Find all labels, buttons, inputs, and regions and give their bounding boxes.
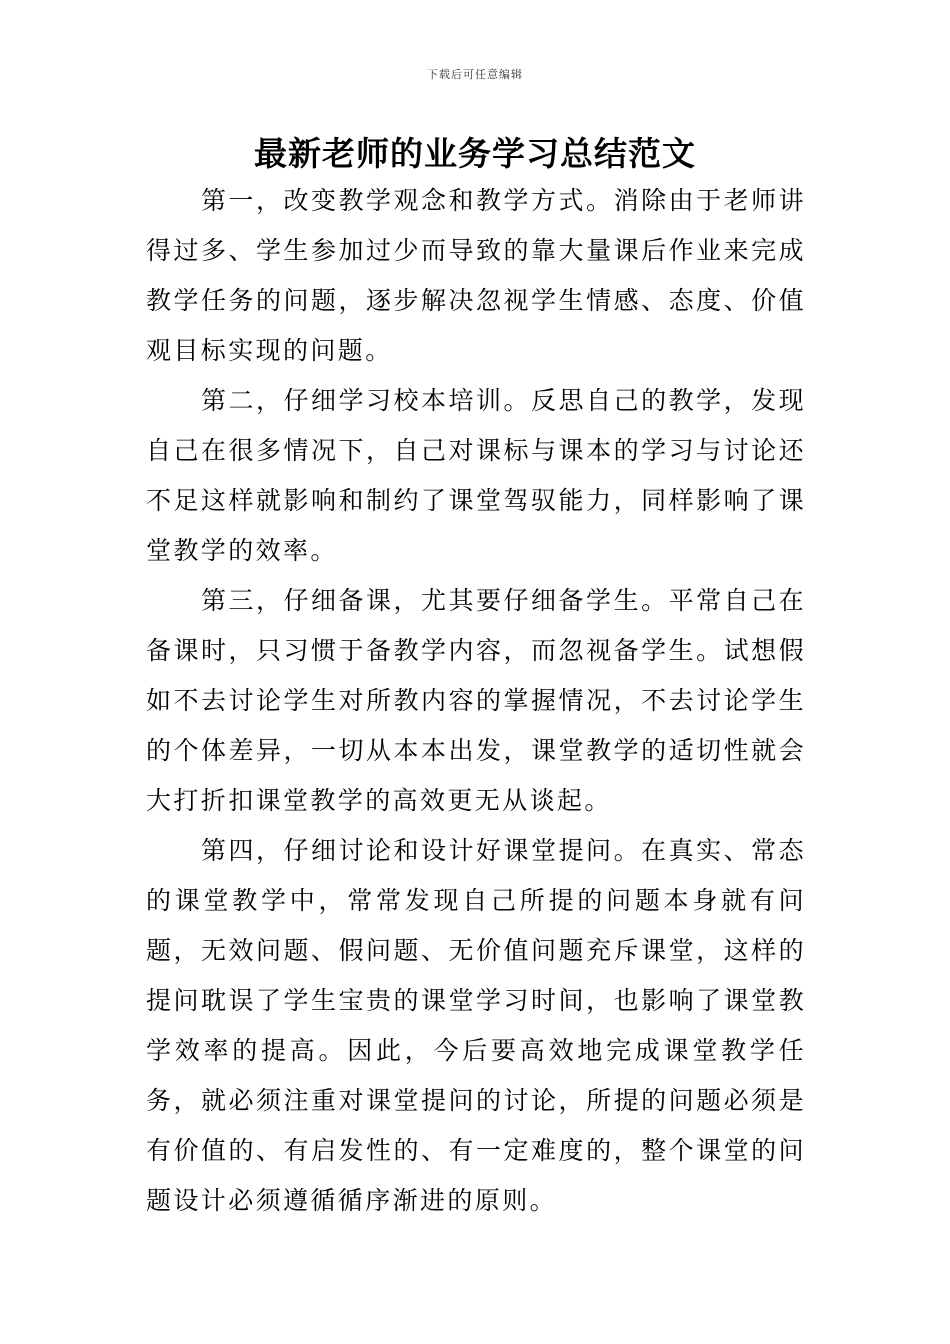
paragraph-3: 第三，仔细备课，尤其要仔细备学生。平常自己在备课时，只习惯于备教学内容，而忽视备学生。试想假如不去讨论学生对所教内容的掌握情况，不去讨论学生的个体差异，一切从本本出发，课堂教学的适切性就会大打折扣课堂教学的高效更无从谈起。 bbox=[146, 586, 806, 815]
paragraph-1: 第一，改变教学观念和教学方式。消除由于老师讲得过多、学生参加过少而导致的靠大量课后作业来完成教学任务的问题，逐步解决忽视学生情感、态度、价值观目标实现的问题。 bbox=[146, 186, 806, 365]
document-title: 最新老师的业务学习总结范文 bbox=[254, 134, 696, 173]
header-note: 下载后可任意编辑 bbox=[427, 68, 523, 81]
paragraph-2: 第二，仔细学习校本培训。反思自己的教学，发现自己在很多情况下，自己对课标与课本的学习与讨论还不足这样就影响和制约了课堂驾驭能力，同样影响了课堂教学的效率。 bbox=[146, 386, 806, 565]
document-body bbox=[146, 176, 806, 1226]
paragraph-4: 第四，仔细讨论和设计好课堂提问。在真实、常态的课堂教学中，常常发现自己所提的问题本身就有问题，无效问题、假问题、无价值问题充斥课堂，这样的提问耽误了学生宝贵的课堂学习时间，也影响了课堂教学效率的提高。因此，今后要高效地完成课堂教学任务，就必须注重对课堂提问的讨论，所提的问题必须是有价值的、有启发性的、有一定难度的，整个课堂的问题设计必须遵循循序渐进的原则。 bbox=[146, 836, 806, 1215]
